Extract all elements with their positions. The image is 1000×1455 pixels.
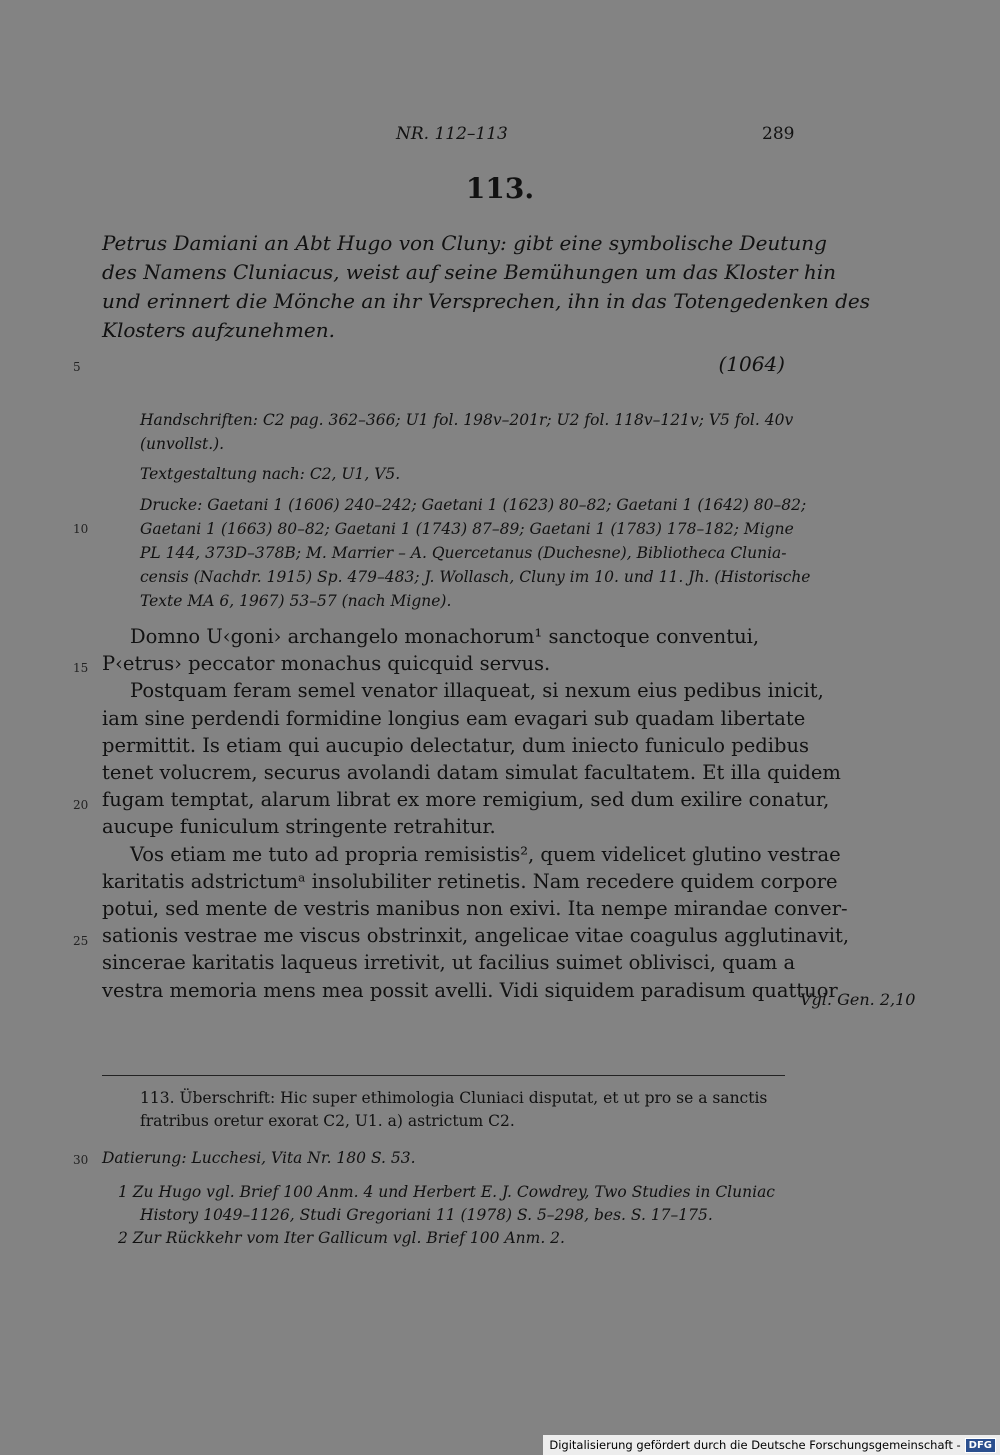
body-line: permittit. Is etiam qui aucupio delectatur, dum iniecto funiculo pedibus — [102, 733, 810, 757]
apparatus-line: 113. Überschrift: Hic super ethimologia Cluniaci disputat, et ut pro se a sanctis — [140, 1089, 768, 1107]
line-number-25: 25 — [73, 934, 89, 948]
body-line: karitatis adstrictumᵃ insolubiliter retinetis. Nam recedere quidem corpore — [102, 869, 838, 893]
body-line: P‹etrus› peccator monachus quicquid servus. — [102, 652, 551, 676]
summary-line: Klosters aufzunehmen. — [102, 318, 335, 342]
body-line: Vos etiam me tuto ad propria remisistis², quem videlicet glutino vestrae — [130, 842, 841, 866]
manuscripts-line: (unvollst.). — [140, 435, 225, 453]
critical-apparatus — [140, 1087, 786, 1133]
line-number-15: 15 — [73, 661, 89, 675]
body-line: potui, sed mente de vestris manibus non exivi. Ita nempe mirandae conver- — [102, 897, 848, 921]
line-number-30: 30 — [73, 1153, 89, 1167]
body-line: Postquam feram semel venator illaqueat, si nexum eius pedibus inicit, — [130, 679, 824, 703]
body-line: sationis vestrae me viscus obstrinxit, angelicae vitae coagulus agglutinavit, — [102, 924, 850, 948]
dfg-logo-icon: DFG — [965, 1438, 996, 1453]
commentary-notes — [118, 1181, 775, 1250]
line-number-10: 10 — [73, 522, 89, 536]
body-line: iam sine perdendi formidine longius eam evagari sub quadam libertate — [102, 706, 806, 730]
summary-line: und erinnert die Mönche an ihr Versprechen, ihn in das Totengedenken des — [102, 289, 871, 313]
line-number-5: 5 — [73, 360, 81, 374]
prints-line: Gaetani 1 (1663) 80–82; Gaetani 1 (1743) 87–89; Gaetani 1 (1783) 178–182; Migne — [140, 520, 794, 538]
manuscripts-line: Handschriften: C2 pag. 362–366; U1 fol. 198v–201r; U2 fol. 118v–121v; V5 fol. 40v — [140, 411, 794, 429]
text-basis: Textgestaltung nach: C2, U1, V5. — [140, 465, 401, 483]
running-title: NR. 112–113 — [396, 124, 508, 144]
body-line: vestra memoria mens mea possit avelli. Vidi siquidem paradisum quattuor — [102, 978, 838, 1002]
prints-block — [140, 493, 811, 613]
body-line: tenet volucrem, securus avolandi datam simulat facultatem. Et illa quidem — [102, 761, 841, 785]
footnote-divider — [102, 1075, 785, 1076]
letter-number: 113. — [465, 172, 535, 205]
line-number-20: 20 — [73, 798, 89, 812]
note-line: History 1049–1126, Studi Gregoriani 11 (1978) S. 5–298, bes. S. 17–175. — [140, 1206, 713, 1224]
prints-line: Texte MA 6, 1967) 53–57 (nach Migne). — [140, 592, 452, 610]
summary-line: Petrus Damiani an Abt Hugo von Cluny: gibt eine symbolische Deutung — [102, 231, 827, 255]
footer-text: Digitalisierung gefördert durch die Deutsche Forschungsgemeinschaft - — [549, 1438, 961, 1452]
prints-line: censis (Nachdr. 1915) Sp. 479–483; J. Wollasch, Cluny im 10. und 11. Jh. (Historische — [140, 568, 811, 586]
prints-line: Drucke: Gaetani 1 (1606) 240–242; Gaetani 1 (1623) 80–82; Gaetani 1 (1642) 80–82; — [140, 496, 807, 514]
letter-summary — [102, 229, 871, 345]
margin-note: Vgl. Gen. 2,10 — [800, 990, 916, 1009]
dating-note: Datierung: Lucchesi, Vita Nr. 180 S. 53. — [102, 1149, 416, 1167]
summary-line: des Namens Cluniacus, weist auf seine Bemühungen um das Kloster hin — [102, 260, 837, 284]
prints-line: PL 144, 373D–378B; M. Marrier – A. Quercetanus (Duchesne), Bibliotheca Clunia- — [140, 544, 787, 562]
note-line: 1 Zu Hugo vgl. Brief 100 Anm. 4 und Herbert E. J. Cowdrey, Two Studies in Cluniac — [118, 1183, 775, 1201]
note-line: 2 Zur Rückkehr vom Iter Gallicum vgl. Brief 100 Anm. 2. — [118, 1229, 565, 1247]
letter-date: (1064) — [718, 352, 785, 376]
letter-body — [102, 623, 850, 1004]
body-line: Domno U‹goni› archangelo monachorum¹ sanctoque conventui, — [130, 625, 760, 648]
manuscripts-block — [140, 408, 794, 456]
body-line: sincerae karitatis laqueus irretivit, ut facilius suimet oblivisci, quam a — [102, 951, 796, 975]
page-number: 289 — [762, 124, 795, 144]
apparatus-line: fratribus oretur exorat C2, U1. a) astrictum C2. — [140, 1112, 515, 1130]
digitization-footer — [543, 1435, 1000, 1455]
body-line: aucupe funiculum stringente retrahitur. — [102, 815, 496, 839]
body-line: fugam temptat, alarum librat ex more remigium, sed dum exilire conatur, — [102, 788, 830, 812]
